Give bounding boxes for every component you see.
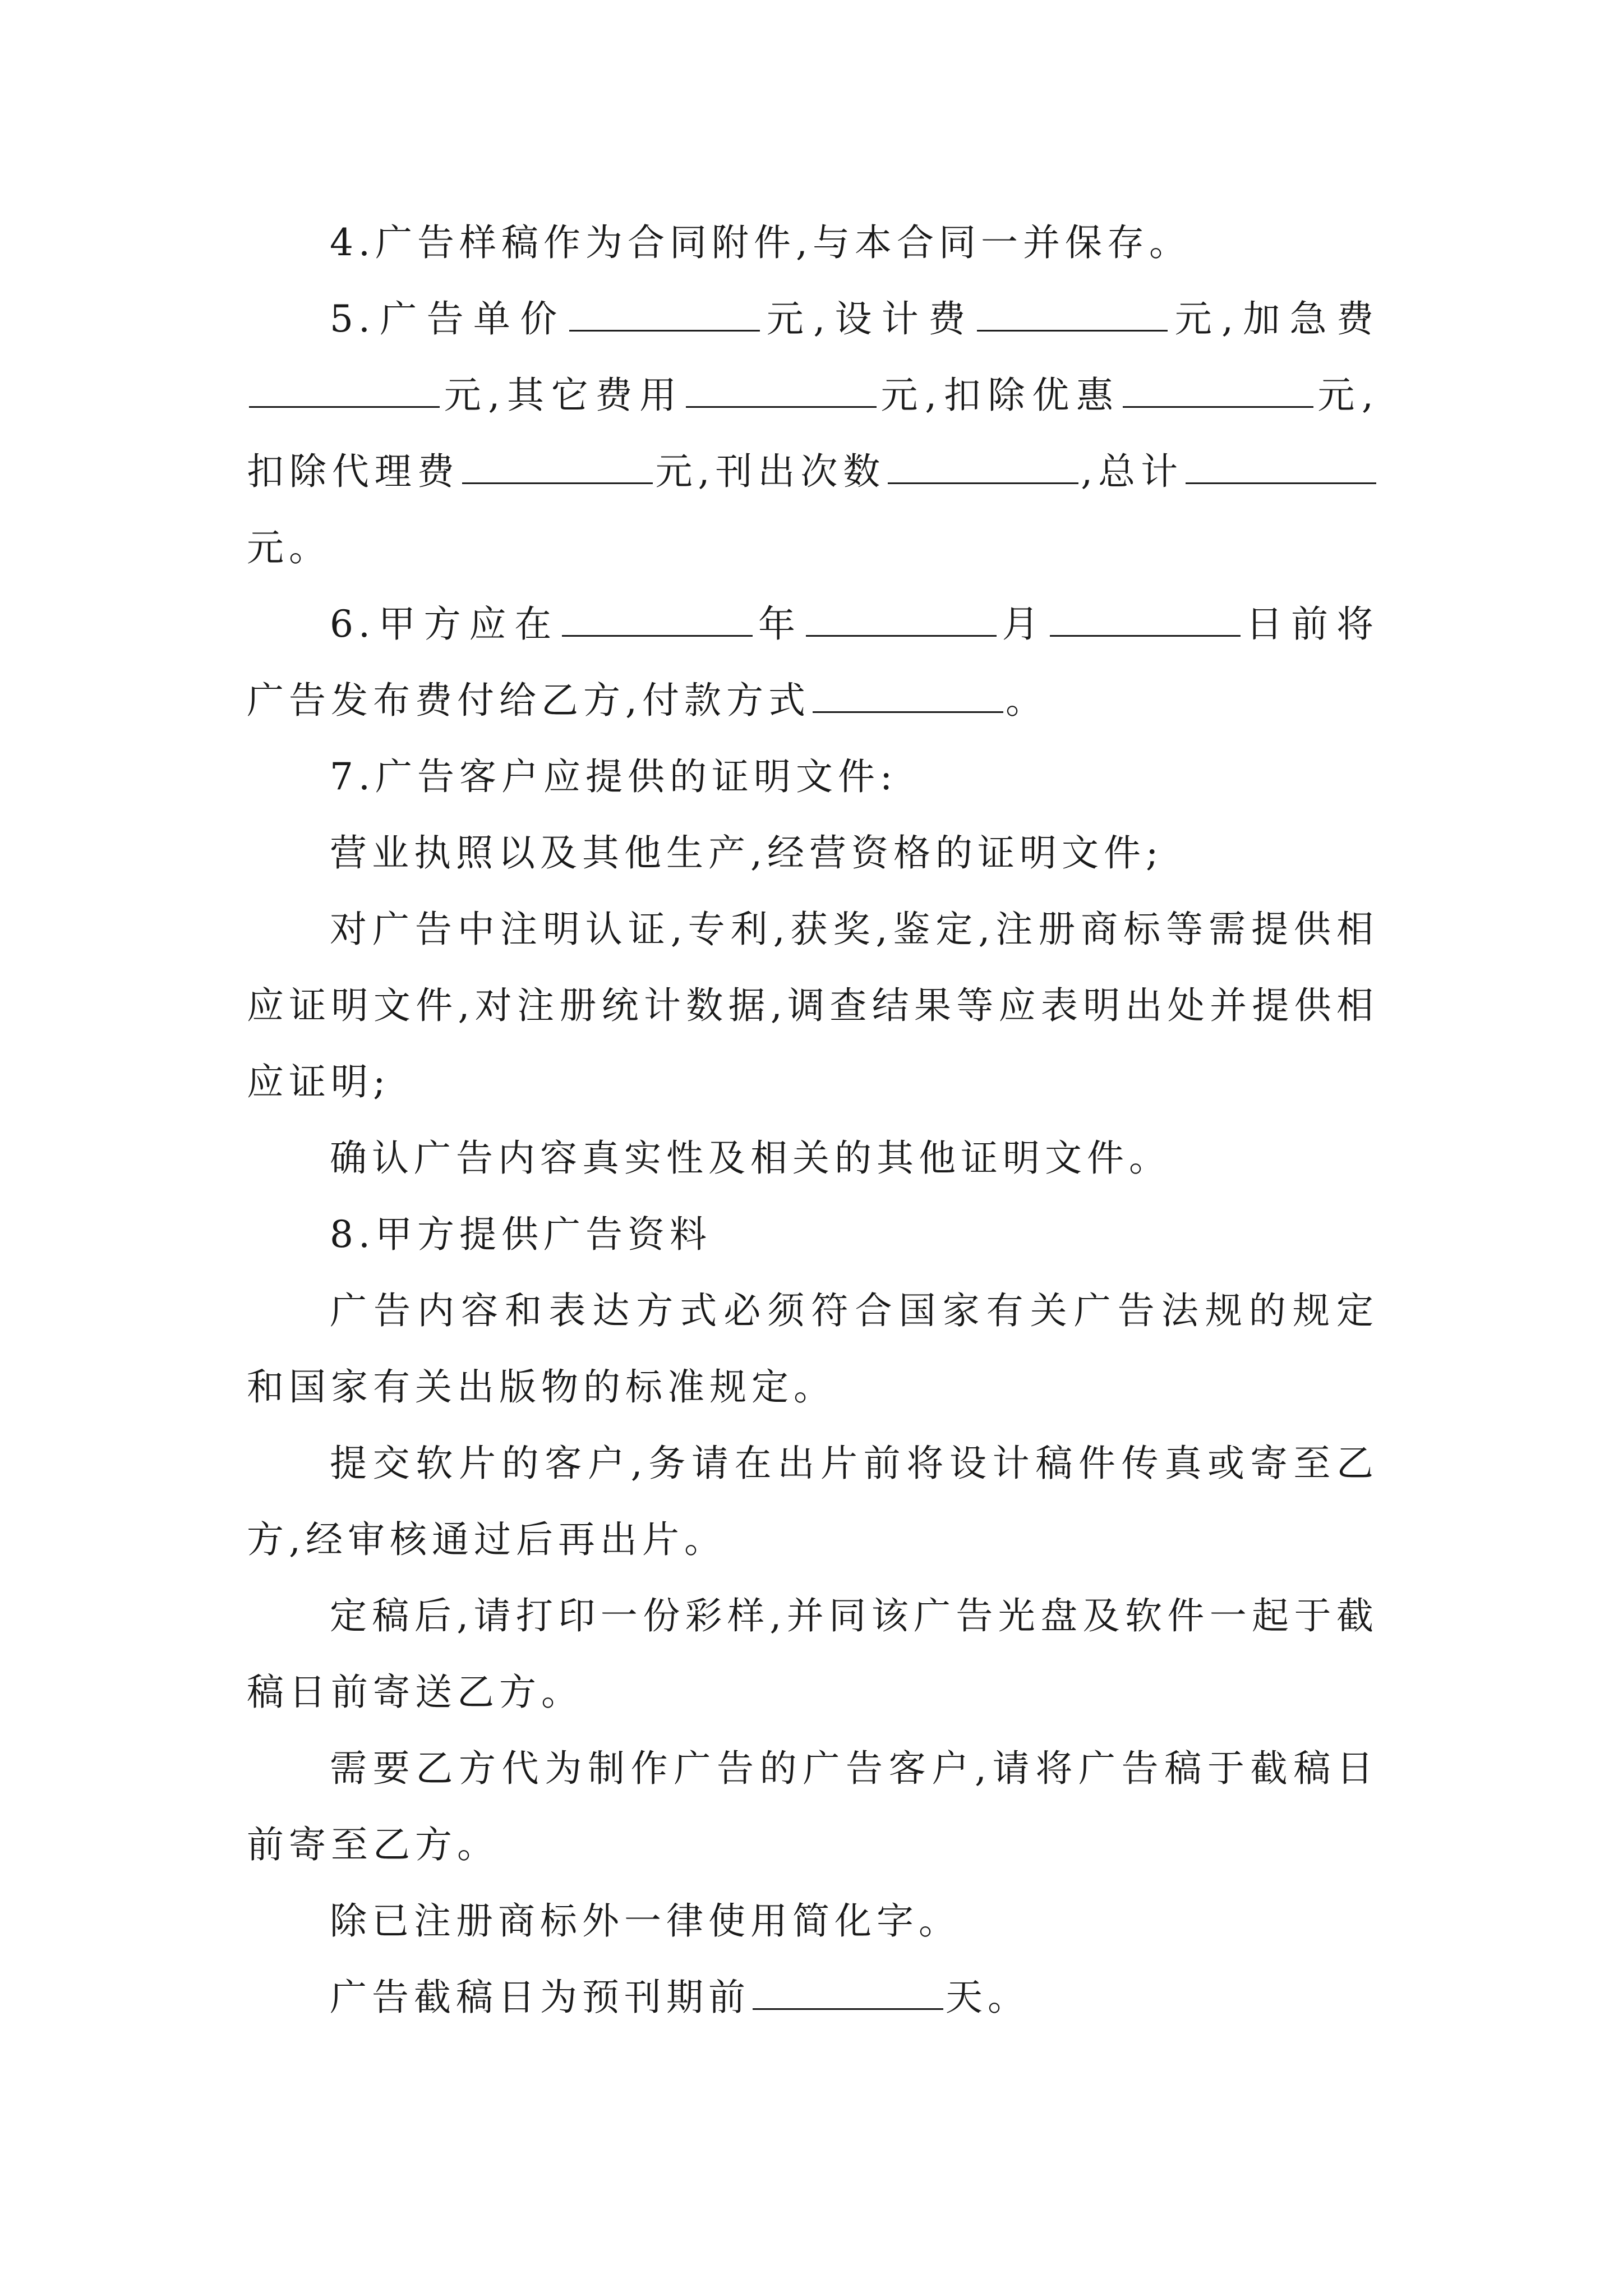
paragraph-business-license: 营业执照以及其他生产,经营资格的证明文件; [330, 831, 1164, 875]
paragraph-clause-7-heading: 7.广告客户应提供的证明文件: [330, 755, 898, 798]
paragraph-deadline: 广告截稿日为预刊期前 天。 [330, 1976, 1030, 2019]
fill-in-blank [686, 372, 877, 408]
paragraph-clause-4: 4.广告样稿作为合同附件,与本合同一并保存。 [330, 221, 1191, 264]
paragraph-film-submission: 提交软片的客户,务请在出片前将设计稿件传真或寄至乙方,经审核通过后再出片。 [247, 1442, 1378, 1561]
fill-in-blank [977, 296, 1168, 332]
paragraph-authenticity-docs: 确认广告内容真实性及相关的其他证明文件。 [330, 1137, 1171, 1180]
fill-in-blank [813, 678, 1003, 713]
fill-in-blank [569, 296, 760, 332]
fill-in-blank [1186, 449, 1376, 484]
paragraph-content-regulations: 广告内容和表达方式必须符合国家有关广告法规的规定和国家有关出版物的标准规定。 [247, 1289, 1378, 1409]
contract-body [247, 205, 1378, 2036]
paragraph-clause-8-heading: 8.甲方提供广告资料 [330, 1213, 712, 1256]
paragraph-clause-6-payment: 6.甲方应在 年 月 日前将广告发布费付给乙方,付款方式 。 [247, 602, 1379, 722]
fill-in-blank [462, 449, 653, 484]
paragraph-production-service: 需要乙方代为制作广告的广告客户,请将广告稿于截稿日前寄至乙方。 [247, 1747, 1378, 1866]
fill-in-blank [249, 372, 440, 408]
fill-in-blank [1050, 601, 1241, 637]
fill-in-blank [753, 1975, 943, 2010]
fill-in-blank [562, 601, 753, 637]
fill-in-blank [1123, 372, 1313, 408]
paragraph-certification-docs: 对广告中注明认证,专利,获奖,鉴定,注册商标等需提供相应证明文件,对注册统计数据,调查结果等应表明出处并提供相应证明; [247, 908, 1378, 1103]
paragraph-final-proof: 定稿后,请打印一份彩样,并同该广告光盘及软件一起于截稿日前寄送乙方。 [247, 1594, 1378, 1714]
fill-in-blank [888, 449, 1078, 484]
fill-in-blank [806, 601, 997, 637]
paragraph-simplified-characters: 除已注册商标外一律使用简化字。 [330, 1899, 961, 1943]
paragraph-clause-5-fees: 5.广告单价 元,设计费 元,加急费元,其它费用 元,扣除优惠 元,扣除代理费 元,刊出次数 ,总计元。 [247, 297, 1378, 569]
